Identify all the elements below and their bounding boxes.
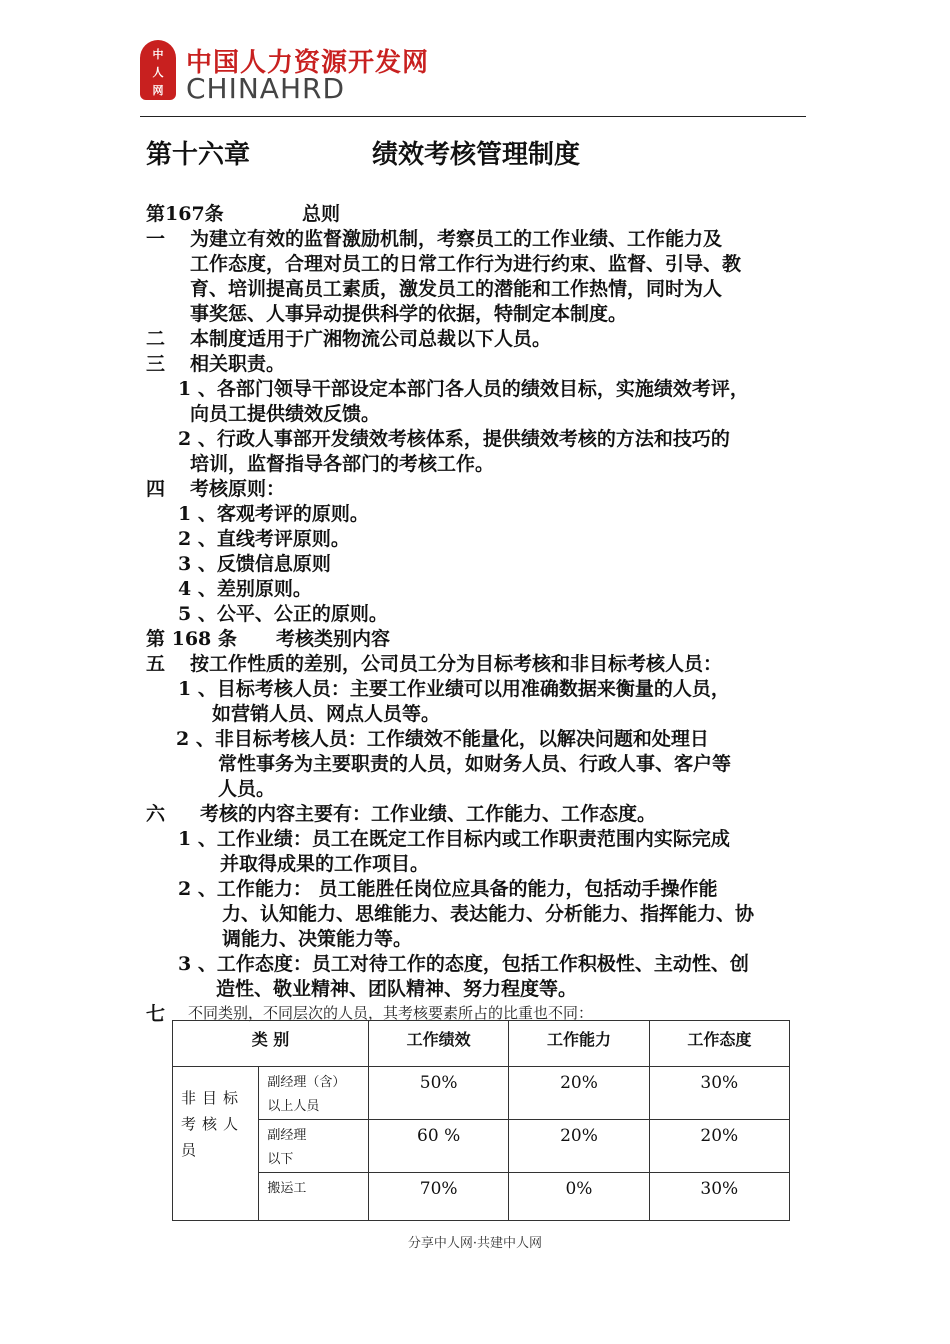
body-text-line: 考核原则： bbox=[190, 478, 286, 500]
body-text-line: 六 bbox=[146, 803, 166, 825]
body-text-line: 四 bbox=[146, 478, 166, 500]
cell-value: 50% bbox=[368, 1067, 508, 1120]
body-text-line: 考核的内容主要有：工作业绩、工作能力、工作态度。 bbox=[200, 803, 657, 825]
row-label bbox=[259, 1067, 369, 1120]
body-text-line: 人员。 bbox=[218, 778, 276, 800]
chapter-number: 第十六章 bbox=[146, 140, 251, 170]
row-label-line: 以上人员 bbox=[267, 1099, 320, 1114]
body-text-line: 2 、行政人事部开发绩效考核体系，提供绩效考核的方法和技巧的 bbox=[178, 428, 730, 450]
header-performance: 工作绩效 bbox=[368, 1021, 508, 1067]
body-text-line: 事奖惩、人事异动提供科学的依据，特制定本制度。 bbox=[190, 303, 628, 325]
body-text-line: 一 bbox=[146, 228, 166, 250]
body-text-line: 2 、非目标考核人员：工作绩效不能量化，以解决问题和处理日 bbox=[176, 728, 709, 750]
logo-chinese-name: 中国人力资源开发网 bbox=[186, 48, 430, 78]
cell-value: 20% bbox=[649, 1120, 789, 1173]
body-text-line: 七 bbox=[146, 1003, 166, 1025]
body-text-line: 调能力、决策能力等。 bbox=[222, 928, 413, 950]
cell-value: 0% bbox=[509, 1173, 649, 1221]
body-text-line: 五 bbox=[146, 653, 166, 675]
body-text-line: 培训，监督指导各部门的考核工作。 bbox=[190, 453, 495, 475]
logo-mark-char: 人 bbox=[152, 66, 164, 79]
body-text-line: 4 、差别原则。 bbox=[178, 578, 312, 600]
cell-value: 20% bbox=[509, 1067, 649, 1120]
body-text-line: 2 、工作能力： 员工能胜任岗位应具备的能力，包括动手操作能 bbox=[178, 878, 718, 900]
body-text-line: 为建立有效的监督激励机制，考察员工的工作业绩、工作能力及 bbox=[190, 228, 723, 250]
body-text-line: 1 、工作业绩：员工在既定工作目标内或工作职责范围内实际完成 bbox=[178, 828, 730, 850]
chapter-title: 绩效考核管理制度 bbox=[372, 140, 581, 170]
body-text-line: 按工作性质的差别，公司员工分为目标考核和非目标考核人员： bbox=[190, 653, 723, 675]
body-text-line: 1 、客观考评的原则。 bbox=[178, 503, 369, 525]
cell-value: 70% bbox=[368, 1173, 508, 1221]
cell-value: 20% bbox=[509, 1120, 649, 1173]
body-text-line: 第167条 bbox=[146, 203, 224, 225]
body-text-line: 第 168 条 bbox=[146, 628, 237, 650]
body-text-line: 如营销人员、网点人员等。 bbox=[212, 703, 441, 725]
weight-table bbox=[172, 1020, 790, 1221]
body-text-line: 三 bbox=[146, 353, 166, 375]
body-text-line: 力、认知能力、思维能力、表达能力、分析能力、指挥能力、协 bbox=[222, 903, 755, 925]
body-text-line: 5 、公平、公正的原则。 bbox=[178, 603, 388, 625]
page-footer: 分享中人网·共建中人网 bbox=[407, 1236, 543, 1251]
body-text-line: 相关职责。 bbox=[190, 353, 286, 375]
body-text-line: 总则 bbox=[302, 203, 341, 225]
body-text-line: 常性事务为主要职责的人员，如财务人员、行政人事、客户等 bbox=[218, 753, 732, 775]
row-label-line: 搬运工 bbox=[267, 1181, 307, 1196]
row-label-line: 副经理 bbox=[267, 1128, 307, 1143]
body-text-line: 二 bbox=[146, 328, 166, 350]
logo-mark-char: 网 bbox=[152, 84, 164, 97]
cell-value: 60 % bbox=[368, 1120, 508, 1173]
body-text-line: 造性、敬业精神、团队精神、努力程度等。 bbox=[216, 978, 578, 1000]
body-text-line: 向员工提供绩效反馈。 bbox=[190, 403, 381, 425]
body-text-line: 本制度适用于广湘物流公司总裁以下人员。 bbox=[190, 328, 552, 350]
row-label bbox=[259, 1173, 369, 1221]
row-label-line: 以下 bbox=[267, 1152, 294, 1167]
body-text-line: 1 、目标考核人员：主要工作业绩可以用准确数据来衡量的人员， bbox=[178, 678, 730, 700]
row-label-line: 副经理（含） bbox=[267, 1075, 346, 1090]
header-ability: 工作能力 bbox=[509, 1021, 649, 1067]
row-label bbox=[259, 1120, 369, 1173]
table-intro-note: 不同类别，不同层次的人员，其考核要素所占的比重也不同： bbox=[188, 1004, 594, 1022]
body-text-line: 并取得成果的工作项目。 bbox=[220, 853, 430, 875]
logo-mark-char: 中 bbox=[152, 48, 164, 61]
cell-value: 30% bbox=[649, 1067, 789, 1120]
logo-english-name: CHINAHRD bbox=[186, 72, 346, 105]
body-text-line: 考核类别内容 bbox=[276, 628, 391, 650]
cell-value: 30% bbox=[649, 1173, 789, 1221]
group-non-target: 非目标考核人员 bbox=[173, 1067, 259, 1221]
body-text-line: 1 、各部门领导干部设定本部门各人员的绩效目标，实施绩效考评， bbox=[178, 378, 749, 400]
header-category: 类 别 bbox=[173, 1021, 369, 1067]
header-divider bbox=[140, 116, 806, 117]
body-text-line: 工作态度，合理对员工的日常工作行为进行约束、监督、引导、教 bbox=[190, 253, 742, 275]
body-text-line: 育、培训提高员工素质，激发员工的潜能和工作热情，同时为人 bbox=[190, 278, 723, 300]
body-text-line: 3 、反馈信息原则 bbox=[178, 553, 331, 575]
logo-mark-icon bbox=[140, 40, 176, 100]
body-text-line: 3 、工作态度：员工对待工作的态度，包括工作积极性、主动性、创 bbox=[178, 953, 749, 975]
body-text-line: 2 、直线考评原则。 bbox=[178, 528, 350, 550]
header-attitude: 工作态度 bbox=[649, 1021, 789, 1067]
